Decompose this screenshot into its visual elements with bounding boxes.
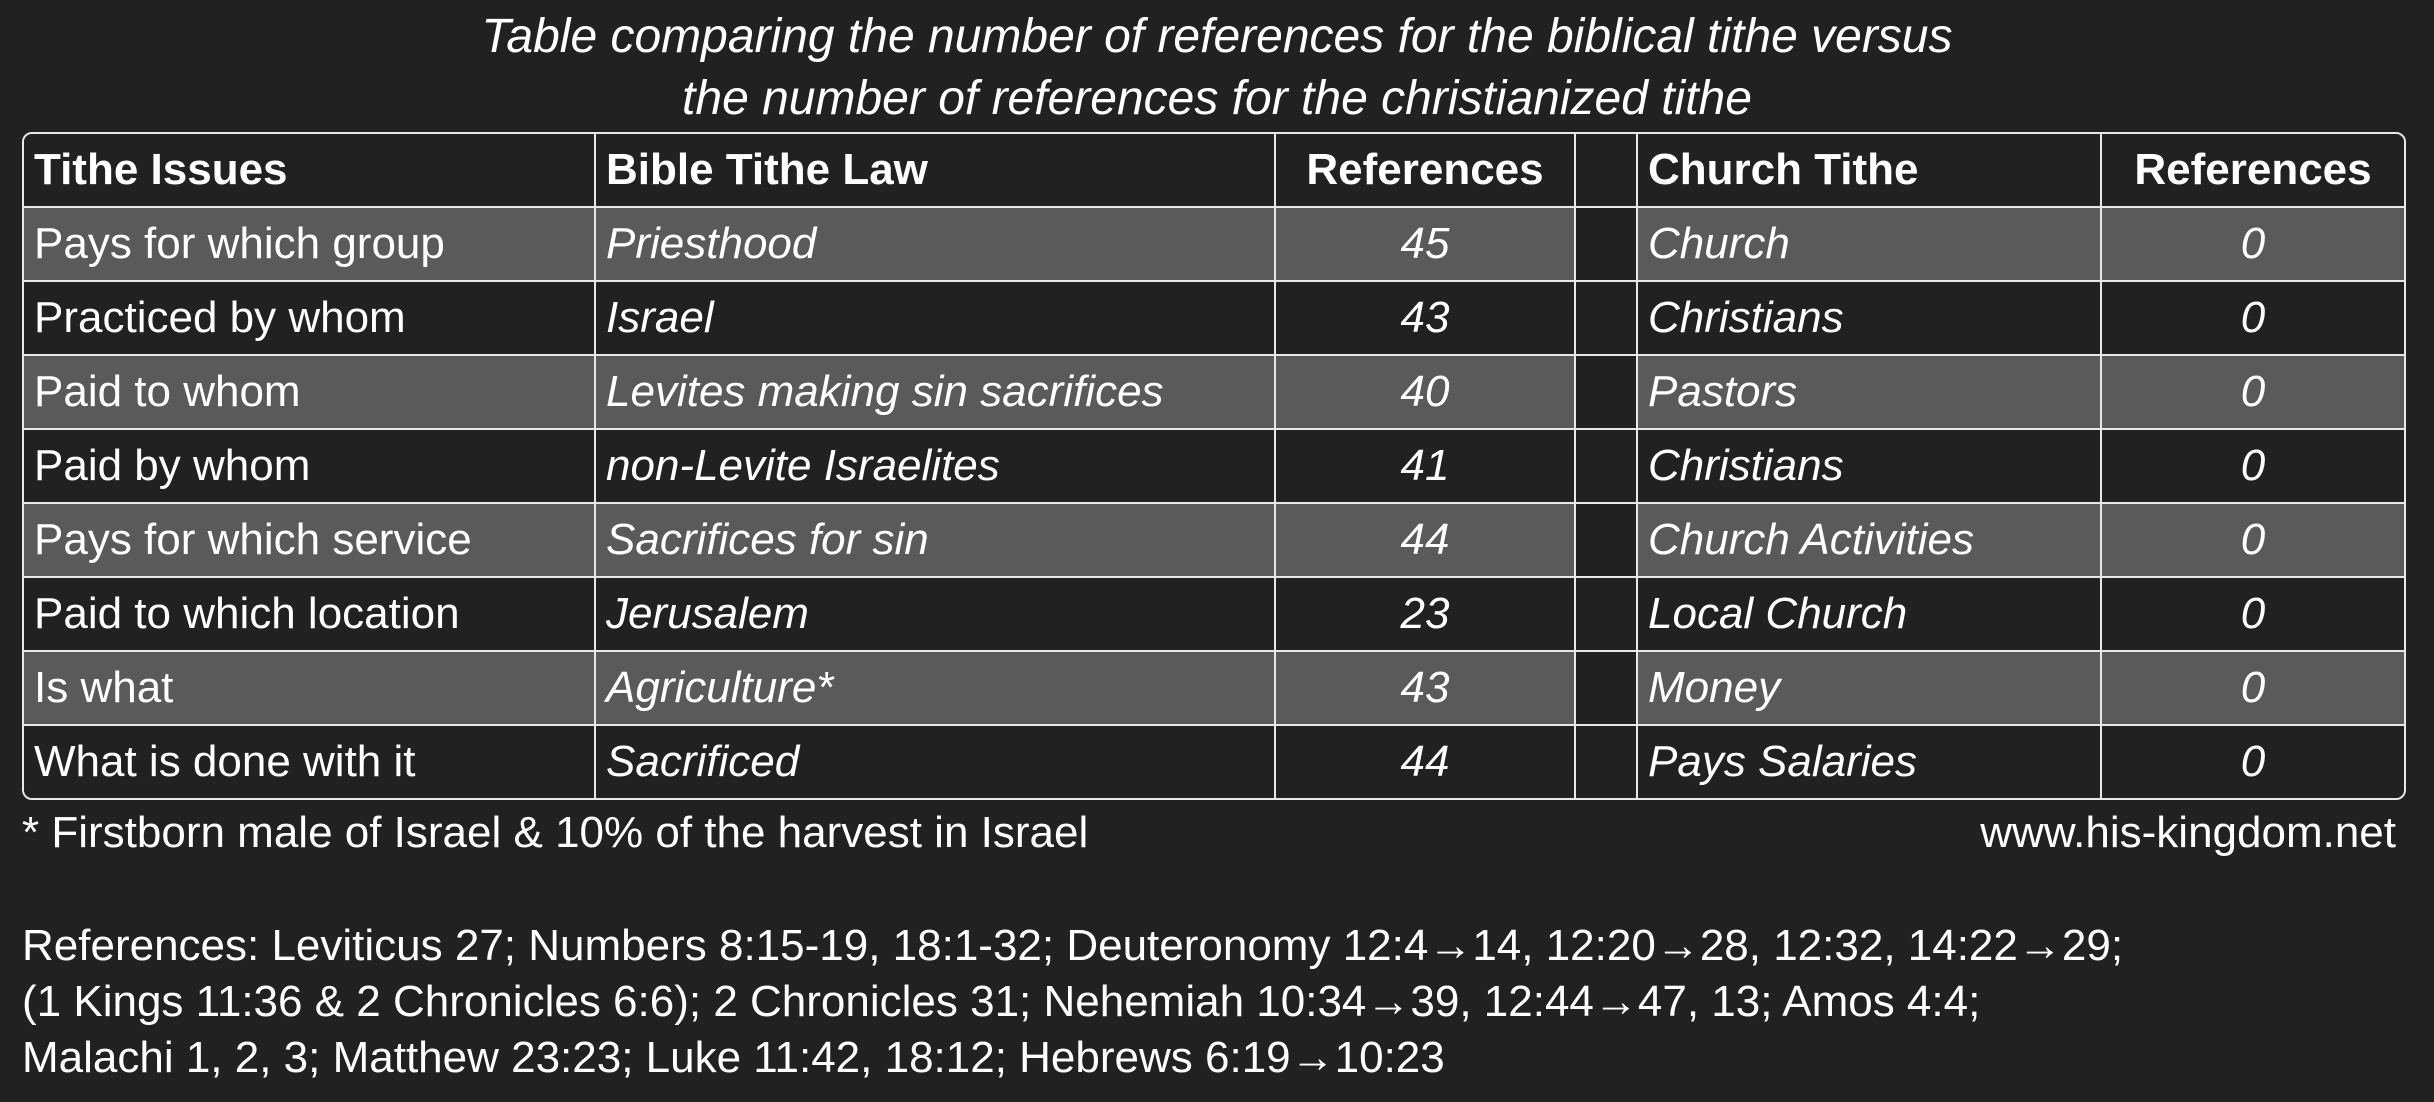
- table-row: [24, 430, 2404, 504]
- cell-tithe-issue: What is done with it: [24, 726, 596, 798]
- scripture-references: [22, 918, 2123, 1086]
- table-row: [24, 208, 2404, 282]
- cell-church-references: 0: [2102, 430, 2404, 504]
- header-church-tithe: Church Tithe: [1638, 134, 2102, 208]
- cell-church-references: 0: [2102, 652, 2404, 726]
- table-row: [24, 578, 2404, 652]
- header-law-references: References: [1276, 134, 1576, 208]
- cell-spacer: [1576, 282, 1638, 356]
- table-row: [24, 726, 2404, 798]
- cell-church-tithe: Local Church: [1638, 578, 2102, 652]
- cell-tithe-issue: Pays for which group: [24, 208, 596, 282]
- cell-tithe-issue: Practiced by whom: [24, 282, 596, 356]
- cell-bible-tithe-law: Sacrifices for sin: [596, 504, 1276, 578]
- cell-church-tithe: Christians: [1638, 430, 2102, 504]
- cell-tithe-issue: Pays for which service: [24, 504, 596, 578]
- cell-law-references: 41: [1276, 430, 1576, 504]
- cell-bible-tithe-law: Sacrificed: [596, 726, 1276, 798]
- cell-church-tithe: Church Activities: [1638, 504, 2102, 578]
- cell-church-tithe: Money: [1638, 652, 2102, 726]
- table-header-row: [24, 134, 2404, 208]
- cell-bible-tithe-law: Jerusalem: [596, 578, 1276, 652]
- cell-spacer: [1576, 430, 1638, 504]
- cell-law-references: 43: [1276, 282, 1576, 356]
- table-row: [24, 652, 2404, 726]
- column-spacer: [1576, 134, 1638, 208]
- cell-church-references: 0: [2102, 726, 2404, 798]
- references-line-2: (1 Kings 11:36 & 2 Chronicles 6:6); 2 Chronicles 31; Nehemiah 10:34→39, 12:44→47, 13; Amos 4:4;: [22, 977, 1981, 1026]
- header-tithe-issues: Tithe Issues: [24, 134, 596, 208]
- page-title: [0, 6, 2434, 130]
- cell-spacer: [1576, 726, 1638, 798]
- title-line-2: the number of references for the christianized tithe: [682, 72, 1752, 125]
- cell-church-tithe: Pastors: [1638, 356, 2102, 430]
- cell-bible-tithe-law: Agriculture*: [596, 652, 1276, 726]
- website-link[interactable]: www.his-kingdom.net: [1980, 808, 2396, 857]
- cell-church-references: 0: [2102, 282, 2404, 356]
- cell-tithe-issue: Paid to which location: [24, 578, 596, 652]
- cell-church-references: 0: [2102, 208, 2404, 282]
- cell-church-tithe: Pays Salaries: [1638, 726, 2102, 798]
- cell-bible-tithe-law: Levites making sin sacrifices: [596, 356, 1276, 430]
- cell-spacer: [1576, 652, 1638, 726]
- cell-law-references: 43: [1276, 652, 1576, 726]
- table-row: [24, 282, 2404, 356]
- cell-church-references: 0: [2102, 356, 2404, 430]
- cell-spacer: [1576, 504, 1638, 578]
- references-line-1: References: Leviticus 27; Numbers 8:15-19, 18:1-32; Deuteronomy 12:4→14, 12:20→28, 12:32, 14:22→29;: [22, 921, 2124, 970]
- title-line-1: Table comparing the number of references for the biblical tithe versus: [481, 10, 1953, 63]
- cell-bible-tithe-law: Priesthood: [596, 208, 1276, 282]
- cell-law-references: 44: [1276, 504, 1576, 578]
- cell-church-references: 0: [2102, 578, 2404, 652]
- cell-law-references: 45: [1276, 208, 1576, 282]
- cell-spacer: [1576, 208, 1638, 282]
- cell-law-references: 40: [1276, 356, 1576, 430]
- table-row: [24, 356, 2404, 430]
- tithe-comparison-table: [22, 132, 2406, 800]
- header-church-references: References: [2102, 134, 2404, 208]
- cell-church-references: 0: [2102, 504, 2404, 578]
- cell-tithe-issue: Is what: [24, 652, 596, 726]
- cell-spacer: [1576, 356, 1638, 430]
- header-bible-tithe-law: Bible Tithe Law: [596, 134, 1276, 208]
- cell-church-tithe: Church: [1638, 208, 2102, 282]
- cell-spacer: [1576, 578, 1638, 652]
- table-body: [24, 208, 2404, 798]
- footnote: * Firstborn male of Israel & 10% of the harvest in Israel: [22, 808, 1089, 857]
- references-line-3: Malachi 1, 2, 3; Matthew 23:23; Luke 11:42, 18:12; Hebrews 6:19→10:23: [22, 1033, 1445, 1082]
- cell-bible-tithe-law: non-Levite Israelites: [596, 430, 1276, 504]
- cell-bible-tithe-law: Israel: [596, 282, 1276, 356]
- cell-tithe-issue: Paid to whom: [24, 356, 596, 430]
- table-row: [24, 504, 2404, 578]
- cell-tithe-issue: Paid by whom: [24, 430, 596, 504]
- cell-church-tithe: Christians: [1638, 282, 2102, 356]
- cell-law-references: 23: [1276, 578, 1576, 652]
- cell-law-references: 44: [1276, 726, 1576, 798]
